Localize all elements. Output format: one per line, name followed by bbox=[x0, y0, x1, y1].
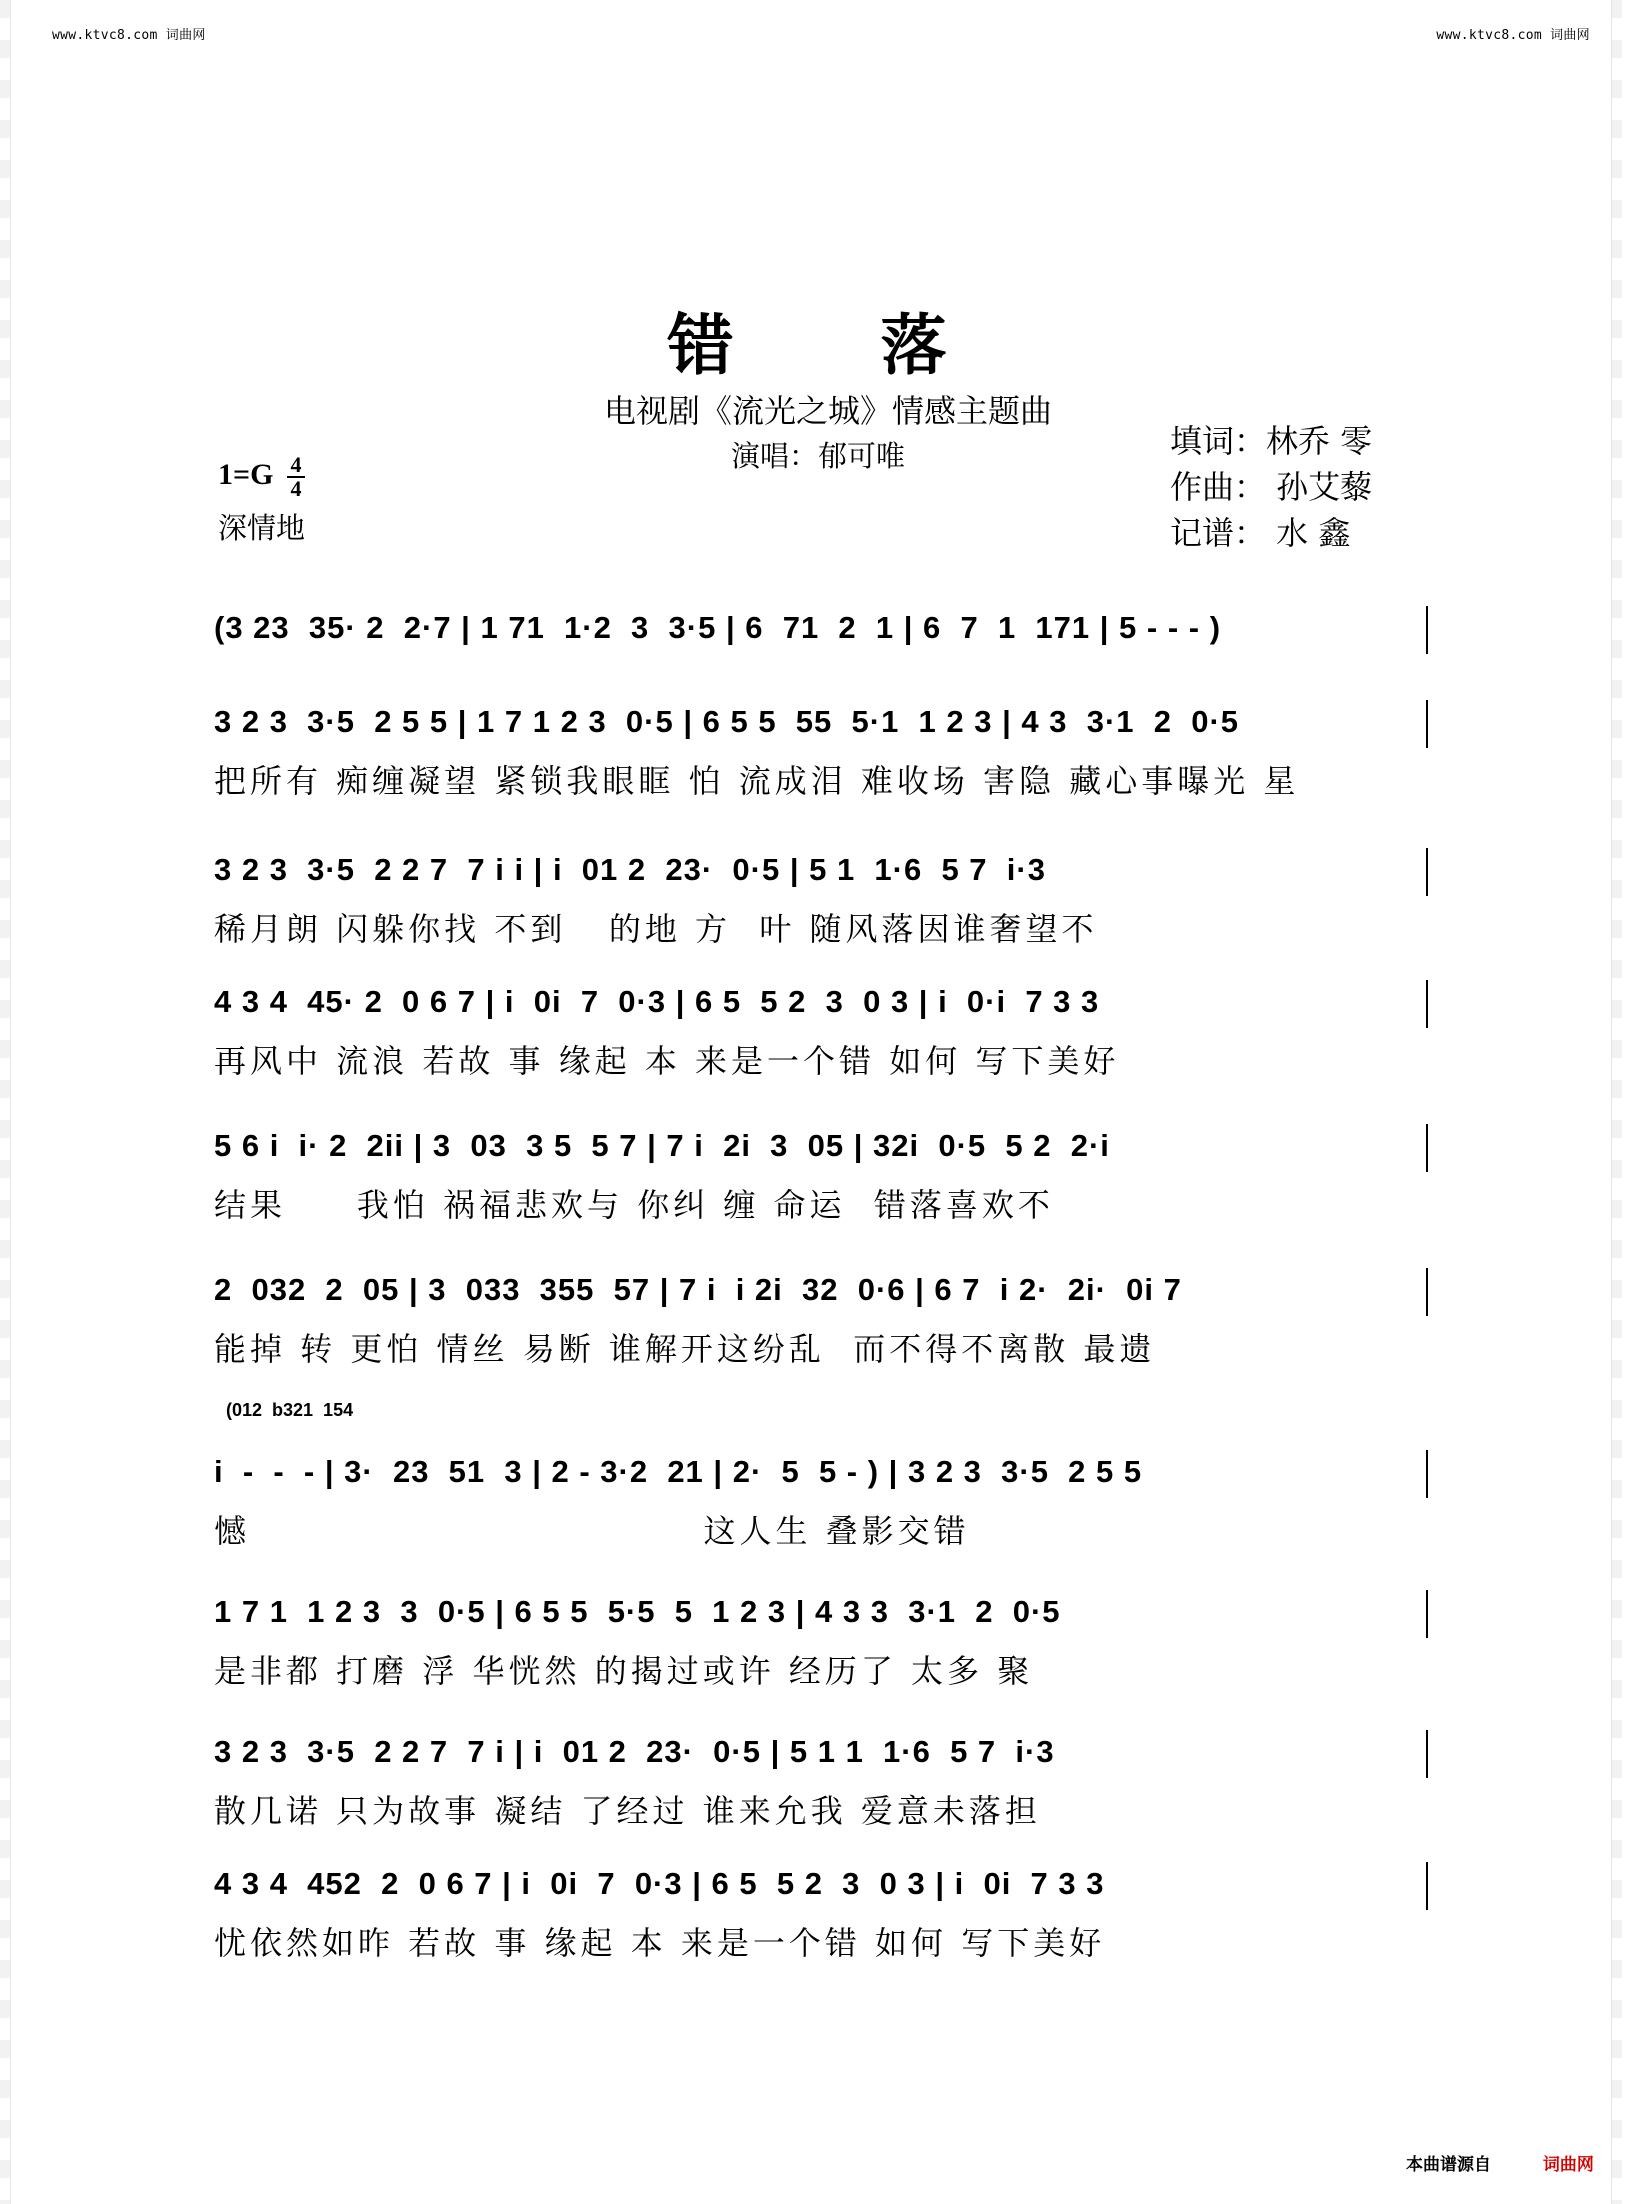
notation-line: 4 3 4 45· 2 0 6 7 | i 0i 7 0·3 | 6 5 5 2 3 0 3 | i 0·i 7 3 3 bbox=[214, 984, 1428, 1028]
lyrics-line: 稀月朗 闪躲你找 不到 的地 方 叶 随风落因谁奢望不 bbox=[214, 910, 1098, 948]
score-line-8 bbox=[214, 1594, 1428, 1692]
lyrics-line: 能掉 转 更怕 情丝 易断 谁解开这纷乱 而不得不离散 最遗 bbox=[214, 1330, 1156, 1368]
score-line-6 bbox=[214, 1272, 1428, 1370]
key-signature bbox=[218, 454, 305, 500]
footer-source-label: 本曲谱源自 bbox=[1406, 2155, 1491, 2175]
score-line-3 bbox=[214, 852, 1428, 950]
song-title: 错 落 bbox=[667, 306, 1009, 384]
score-line-1 bbox=[214, 610, 1428, 662]
notation-line: 4 3 4 452 2 0 6 7 | i 0i 7 0·3 | 6 5 5 2 3 0 3 | i 0i 7 3 3 bbox=[214, 1866, 1428, 1910]
lyrics-line: 忧依然如昨 若故 事 缘起 本 来是一个错 如何 写下美好 bbox=[214, 1924, 1106, 1962]
key-label: 1=G bbox=[218, 457, 274, 491]
notation-line: 5 6 i i· 2 2ii | 3 03 3 5 5 7 | 7 i 2i 3 05 | 32i 0·5 5 2 2·i bbox=[214, 1128, 1428, 1172]
lyrics-line: 把所有 痴缠凝望 紧锁我眼眶 怕 流成泪 难收场 害隐 藏心事曝光 星 bbox=[214, 762, 1300, 800]
tempo-marking: 深情地 bbox=[218, 511, 306, 545]
notation-line: 2 032 2 05 | 3 033 355 57 | 7 i i 2i 32 0·6 | 6 7 i 2· 2i· 0i 7 bbox=[214, 1272, 1428, 1316]
transcriber-credit: 记谱： 水 鑫 bbox=[1170, 514, 1351, 552]
time-signature-bottom: 4 bbox=[290, 476, 302, 501]
lyrics-line: 再风中 流浪 若故 事 缘起 本 来是一个错 如何 写下美好 bbox=[214, 1042, 1120, 1080]
footer-source bbox=[1406, 2150, 1594, 2175]
lyricist-credit: 填词：林乔 零 bbox=[1170, 422, 1373, 460]
composer-credit: 作曲： 孙艾藜 bbox=[1170, 468, 1373, 506]
notation-line: 1 7 1 1 2 3 3 0·5 | 6 5 5 5·5 5 1 2 3 | 4 3 3 3·1 2 0·5 bbox=[214, 1594, 1428, 1638]
watermark-left: www.ktvc8.com 词曲网 bbox=[52, 28, 206, 43]
time-signature-top: 4 bbox=[290, 452, 302, 477]
score-line-2 bbox=[214, 704, 1428, 802]
grace-notes-annotation: (012 b321 154 bbox=[226, 1400, 354, 1420]
lyrics-line: 是非都 打磨 浮 华恍然 的揭过或许 经历了 太多 聚 bbox=[214, 1652, 1034, 1690]
singer-credit: 演唱：郁可唯 bbox=[730, 439, 905, 473]
score-line-10 bbox=[214, 1866, 1428, 1964]
score-line-9 bbox=[214, 1734, 1428, 1832]
lyrics-line: 结果 我怕 祸福悲欢与 你纠 缠 命运 错落喜欢不 bbox=[214, 1186, 1054, 1224]
lyrics-line: 散几诺 只为故事 凝结 了经过 谁来允我 爱意未落担 bbox=[214, 1792, 1041, 1830]
notation-line: i - - - | 3· 23 51 3 | 2 - 3·2 21 | 2· 5 5 - ) | 3 2 3 3·5 2 5 5 bbox=[214, 1454, 1428, 1498]
score-line-4 bbox=[214, 984, 1428, 1082]
score-line-7 bbox=[214, 1454, 1428, 1552]
footer-brand-link[interactable]: 词曲网 bbox=[1542, 2155, 1594, 2175]
notation-line: 3 2 3 3·5 2 2 7 7 i i | i 01 2 23· 0·5 | 5 1 1·6 5 7 i·3 bbox=[214, 852, 1428, 896]
notation-line: 3 2 3 3·5 2 2 7 7 i | i 01 2 23· 0·5 | 5 1 1 1·6 5 7 i·3 bbox=[214, 1734, 1428, 1778]
time-signature bbox=[287, 454, 305, 500]
credits-block bbox=[1170, 418, 1430, 556]
song-subtitle: 电视剧《流光之城》情感主题曲 bbox=[603, 392, 1052, 430]
score-line-5 bbox=[214, 1128, 1428, 1226]
notation-line: 3 2 3 3·5 2 5 5 | 1 7 1 2 3 0·5 | 6 5 5 55 5·1 1 2 3 | 4 3 3·1 2 0·5 bbox=[214, 704, 1428, 748]
lyrics-line: 憾 这人生 叠影交错 bbox=[214, 1512, 970, 1550]
watermark-right: www.ktvc8.com 词曲网 bbox=[1436, 28, 1590, 43]
notation-line: (3 23 35· 2 2·7 | 1 71 1·2 3 3·5 | 6 71 2 1 | 6 7 1 171 | 5 - - - ) bbox=[214, 610, 1428, 654]
